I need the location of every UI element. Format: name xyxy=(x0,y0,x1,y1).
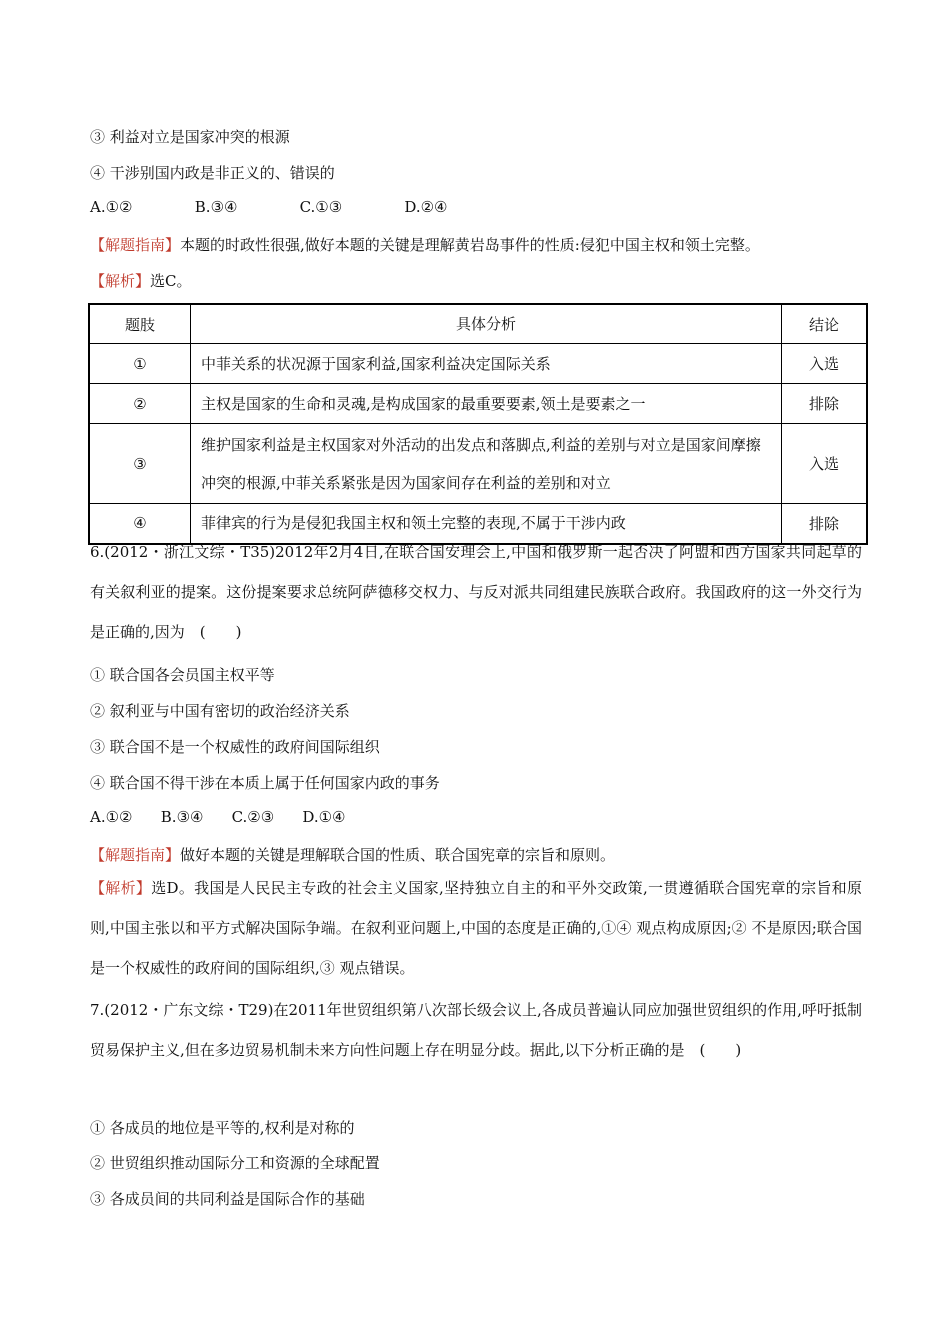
row-item: ① xyxy=(89,344,191,384)
q6-statement-4: ④ 联合国不得干涉在本质上属于任何国家内政的事务 xyxy=(90,774,440,792)
row-result: 入选 xyxy=(782,424,868,504)
table-row xyxy=(89,344,867,384)
row-item: ② xyxy=(89,384,191,424)
table-row xyxy=(89,424,867,504)
q6-statement-3: ③ 联合国不是一个权威性的政府间国际组织 xyxy=(90,738,380,756)
option-d: D.①④ xyxy=(302,808,346,826)
analysis-text: 选C。 xyxy=(150,272,192,290)
q5-options xyxy=(90,198,504,216)
table-header-row xyxy=(89,304,867,344)
q7-statement-3: ③ 各成员间的共同利益是国际合作的基础 xyxy=(90,1190,365,1208)
q7-statement-1: ① 各成员的地位是平等的,权利是对称的 xyxy=(90,1119,355,1137)
statement-3: ③ 利益对立是国家冲突的根源 xyxy=(90,128,290,146)
row-analysis: 中菲关系的状况源于国家利益,国家利益决定国际关系 xyxy=(191,344,782,384)
q5-analysis xyxy=(90,270,192,291)
option-b: B.③④ xyxy=(160,808,204,826)
analysis-text: 选D。我国是人民民主专政的社会主义国家,坚持独立自主的和平外交政策,一贯遵循联合国宪章的宗旨和原则,中国主张以和平方式解决国际争端。在叙利亚问题上,中国的态度是正确的,①④ 观点构成原因;② 不是原因;联合国是一个权威性的政府间的国际组织,③ 观点错误。 xyxy=(90,879,862,977)
q6-stem: 6.(2012・浙江文综・T35)2012年2月4日,在联合国安理会上,中国和俄罗斯一起否决了阿盟和西方国家共同起草的有关叙利亚的提案。这份提案要求总统阿萨德移交权力、与反对派共同组建民族联合政府。我国政府的这一外交行为是正确的,因为 ( ) xyxy=(90,543,862,641)
guide-tag: 【解题指南】 xyxy=(90,236,181,254)
header-item: 题肢 xyxy=(89,304,191,344)
header-analysis: 具体分析 xyxy=(191,304,782,344)
row-result: 排除 xyxy=(782,384,868,424)
option-c: C.①③ xyxy=(299,198,343,216)
row-item: ③ xyxy=(89,424,191,504)
q5-guide xyxy=(90,234,760,255)
q6-guide xyxy=(90,844,615,865)
row-result: 排除 xyxy=(782,504,868,544)
table-row xyxy=(89,384,867,424)
option-a: A.①② xyxy=(90,198,133,216)
q6-analysis xyxy=(90,868,862,988)
guide-text: 本题的时政性很强,做好本题的关键是理解黄岩岛事件的性质:侵犯中国主权和领土完整。 xyxy=(180,236,760,254)
option-c: C.②③ xyxy=(231,808,275,826)
q7-stem: 7.(2012・广东文综・T29)在2011年世贸组织第八次部长级会议上,各成员普遍认同应加强世贸组织的作用,呼吁抵制贸易保护主义,但在多边贸易机制未来方向性问题上存在明显分歧。据此,以下分析正确的是 ( ) xyxy=(90,1001,862,1059)
q6-statement-2: ② 叙利亚与中国有密切的政治经济关系 xyxy=(90,702,350,720)
q6-options xyxy=(90,808,368,826)
analysis-tag: 【解析】 xyxy=(90,272,151,290)
row-item: ④ xyxy=(89,504,191,544)
row-analysis: 维护国家利益是主权国家对外活动的出发点和落脚点,利益的差别与对立是国家间摩擦冲突的根源,中菲关系紧张是因为国家间存在利益的差别和对立 xyxy=(191,424,782,504)
row-analysis: 菲律宾的行为是侵犯我国主权和领土完整的表现,不属于干涉内政 xyxy=(191,504,782,544)
option-b: B.③④ xyxy=(194,198,238,216)
guide-tag: 【解题指南】 xyxy=(90,846,181,864)
analysis-tag: 【解析】 xyxy=(90,879,152,897)
q7-statement-2: ② 世贸组织推动国际分工和资源的全球配置 xyxy=(90,1154,380,1172)
header-result: 结论 xyxy=(782,304,868,344)
row-result: 入选 xyxy=(782,344,868,384)
q6-statement-1: ① 联合国各会员国主权平等 xyxy=(90,666,275,684)
statement-4: ④ 干涉别国内政是非正义的、错误的 xyxy=(90,164,335,182)
analysis-table xyxy=(88,303,868,545)
option-a: A.①② xyxy=(90,808,133,826)
option-d: D.②④ xyxy=(404,198,448,216)
row-analysis: 主权是国家的生命和灵魂,是构成国家的最重要要素,领土是要素之一 xyxy=(191,384,782,424)
guide-text: 做好本题的关键是理解联合国的性质、联合国宪章的宗旨和原则。 xyxy=(180,846,616,864)
